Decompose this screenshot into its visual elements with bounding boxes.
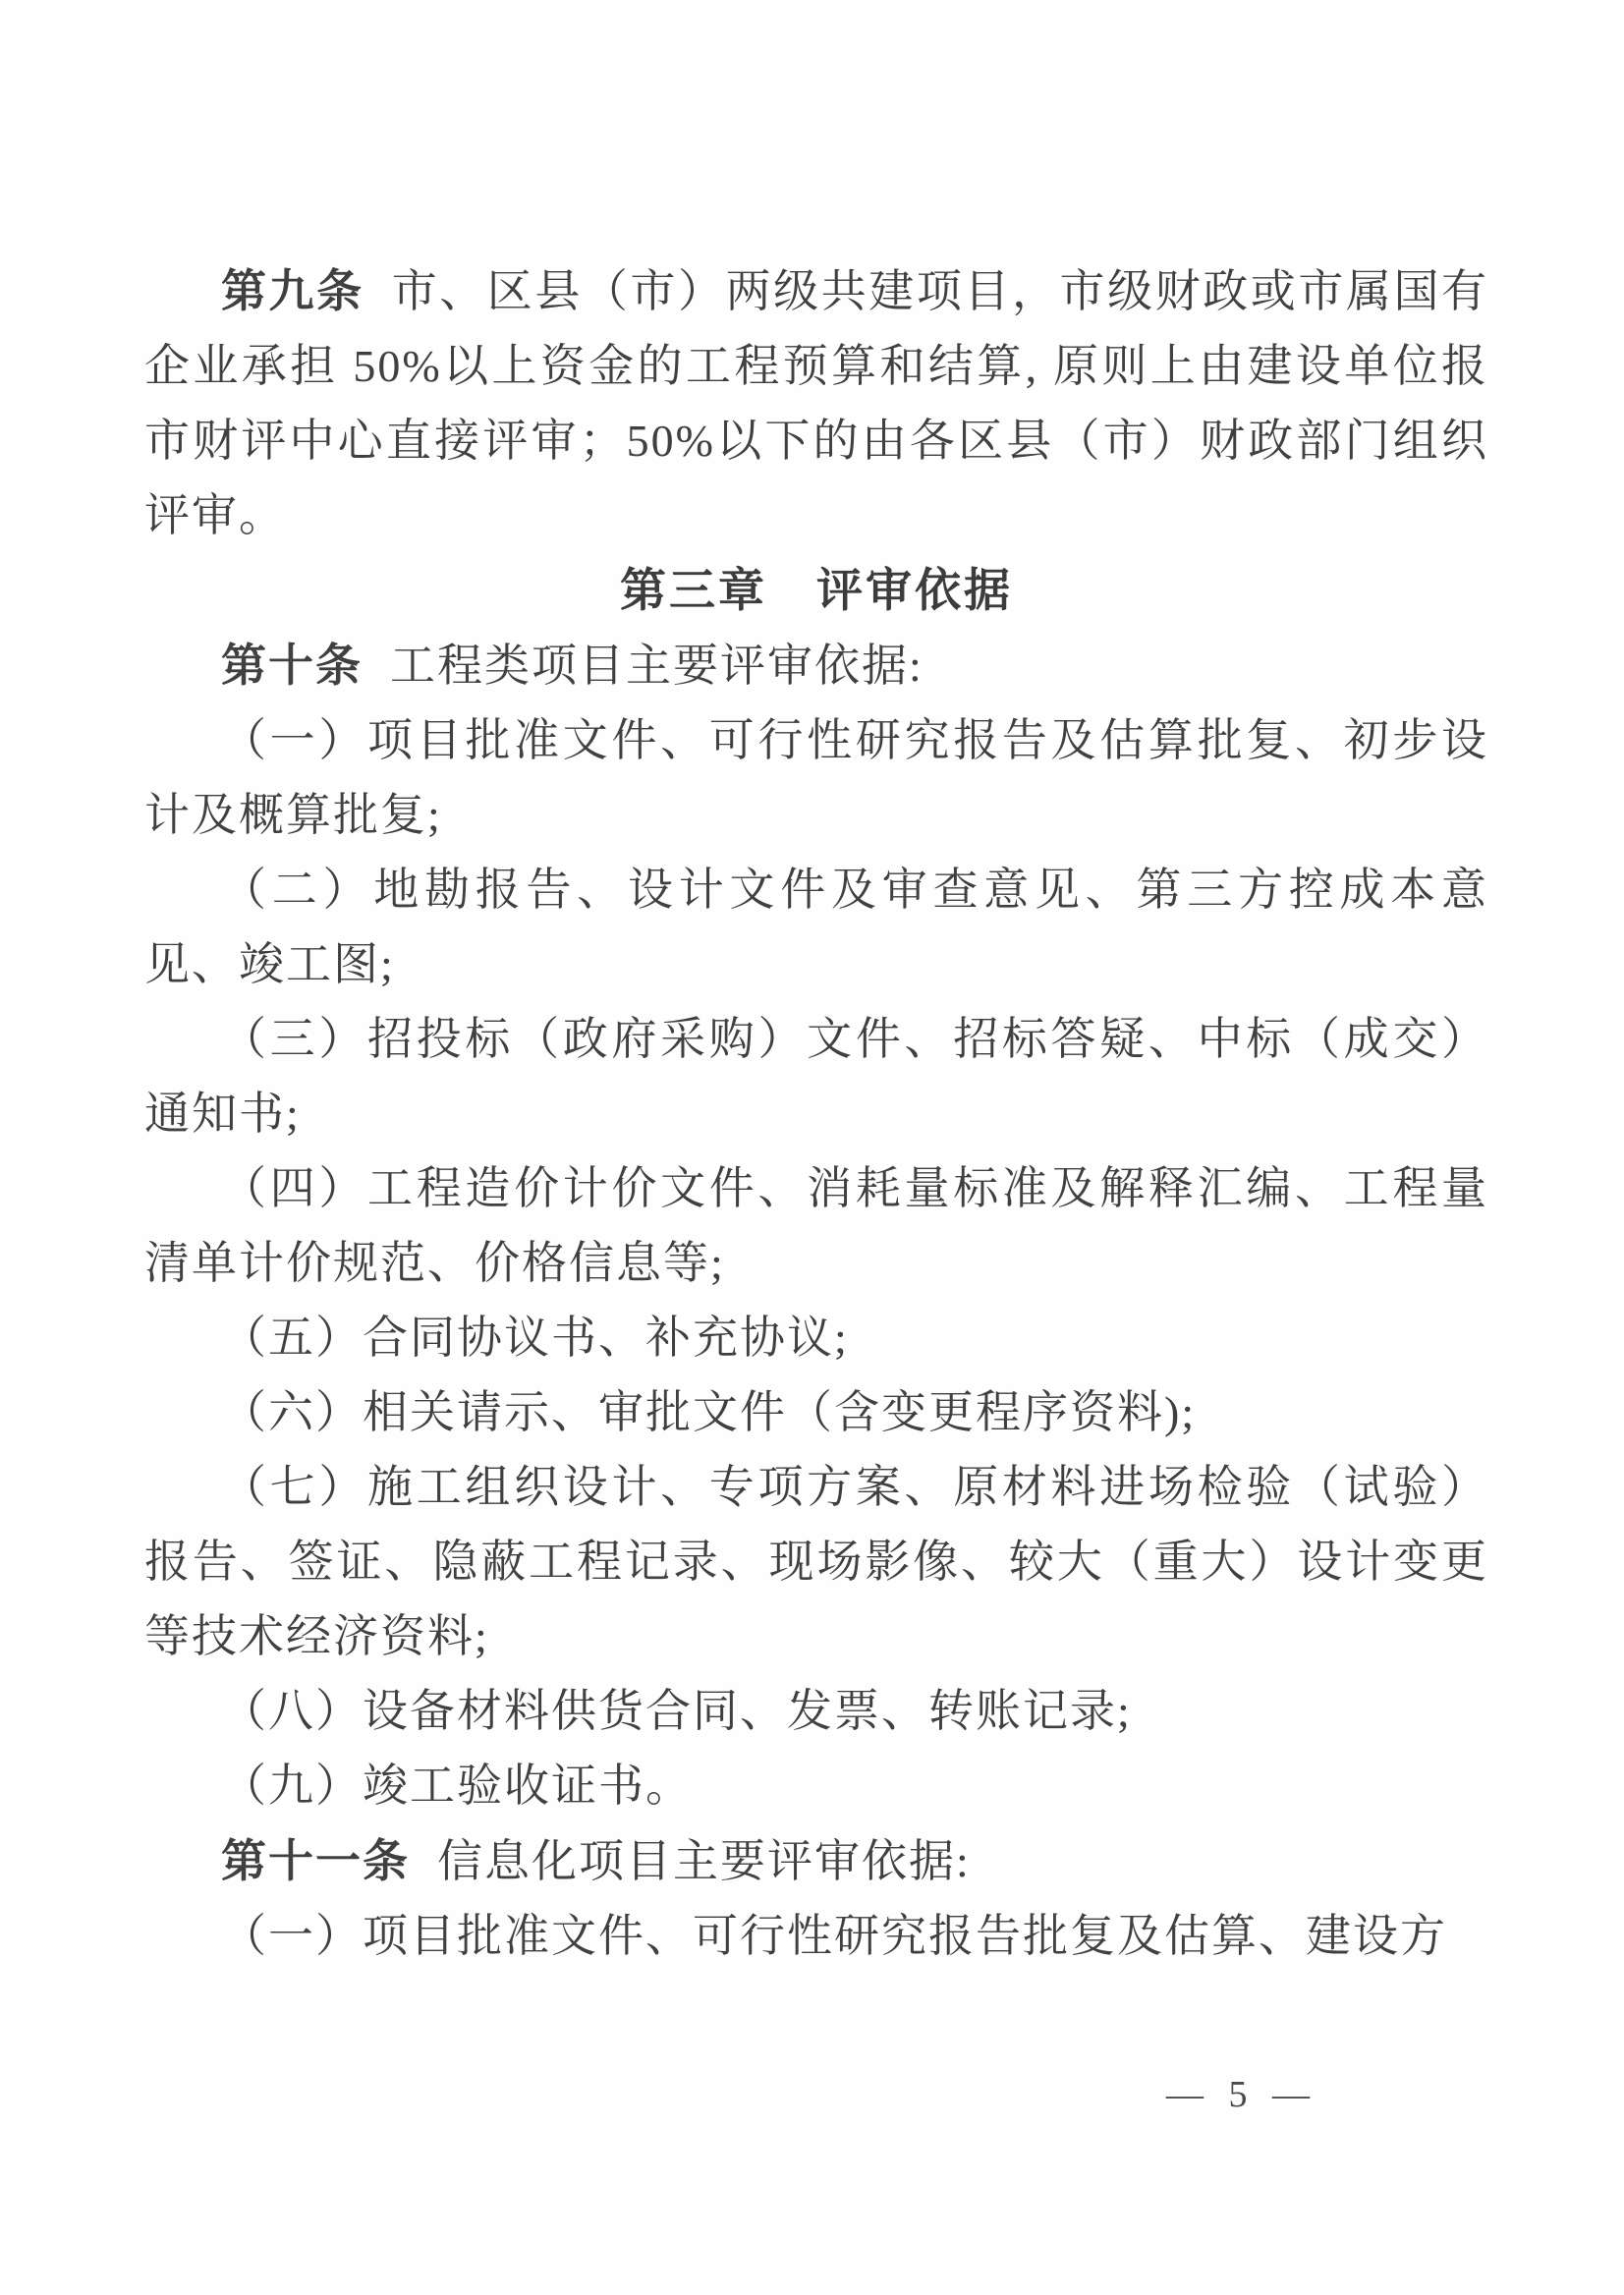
article-10-paragraph <box>144 628 1488 703</box>
article-10-item-7 <box>144 1450 1488 1674</box>
article-11-item-1-text: （一）项目批准文件、可行性研究报告批复及估算、建设方 <box>221 1911 1447 1961</box>
article-10-item-8 <box>144 1674 1488 1749</box>
article-10-item-9 <box>144 1749 1488 1823</box>
article-11-item-1 <box>144 1899 1488 1974</box>
article-10-item-1 <box>144 703 1488 853</box>
article-10-item-4 <box>144 1151 1488 1301</box>
chapter-3-heading: 第三章 评审依据 <box>620 564 1013 616</box>
article-11-text: 信息化项目主要评审依据: <box>437 1836 971 1886</box>
document-body <box>144 253 1488 1974</box>
article-10-item-5 <box>144 1301 1488 1375</box>
article-10-item-4-text: （四）工程造价计价文件、消耗量标准及解释汇编、工程量清单计价规范、价格信息等; <box>144 1163 1488 1288</box>
article-10-item-2-text: （二）地勘报告、设计文件及审查意见、第三方控成本意见、竣工图; <box>144 865 1488 989</box>
article-10-item-1-text: （一）项目批准文件、可行性研究报告及估算批复、初步设计及概算批复; <box>144 715 1488 840</box>
article-10-text: 工程类项目主要评审依据: <box>390 641 924 691</box>
article-10-item-9-text: （九）竣工验收证书。 <box>221 1761 693 1811</box>
article-10-item-3 <box>144 1002 1488 1151</box>
article-11-paragraph <box>144 1823 1488 1899</box>
article-10-item-2 <box>144 853 1488 1002</box>
article-10-item-5-text: （五）合同协议书、补充协议; <box>221 1313 849 1363</box>
page-number: — 5 — <box>1166 2074 1317 2115</box>
article-10-item-6-text: （六）相关请示、审批文件（含变更程序资料); <box>221 1387 1197 1437</box>
article-10-item-3-text: （三）招投标（政府采购）文件、招标答疑、中标（成交）通知书; <box>144 1014 1488 1139</box>
article-9-number: 第九条 <box>221 265 364 316</box>
article-10-item-8-text: （八）设备材料供货合同、发票、转账记录; <box>221 1686 1132 1736</box>
article-9-text: 市、区县（市）两级共建项目，市级财政或市属国有企业承担 50%以上资金的工程预算和结算, 原则上由建设单位报市财评中心直接评审；50%以下的由各区县（市）财政部门组织评审。 <box>144 266 1489 540</box>
article-10-item-7-text: （七）施工组织设计、专项方案、原材料进场检验（试验）报告、签证、隐蔽工程记录、现场影像、较大（重大）设计变更等技术经济资料; <box>144 1462 1488 1661</box>
article-9-paragraph <box>144 253 1488 553</box>
article-10-number: 第十条 <box>221 640 363 691</box>
article-11-number: 第十一条 <box>221 1835 410 1886</box>
article-10-item-6 <box>144 1375 1488 1450</box>
